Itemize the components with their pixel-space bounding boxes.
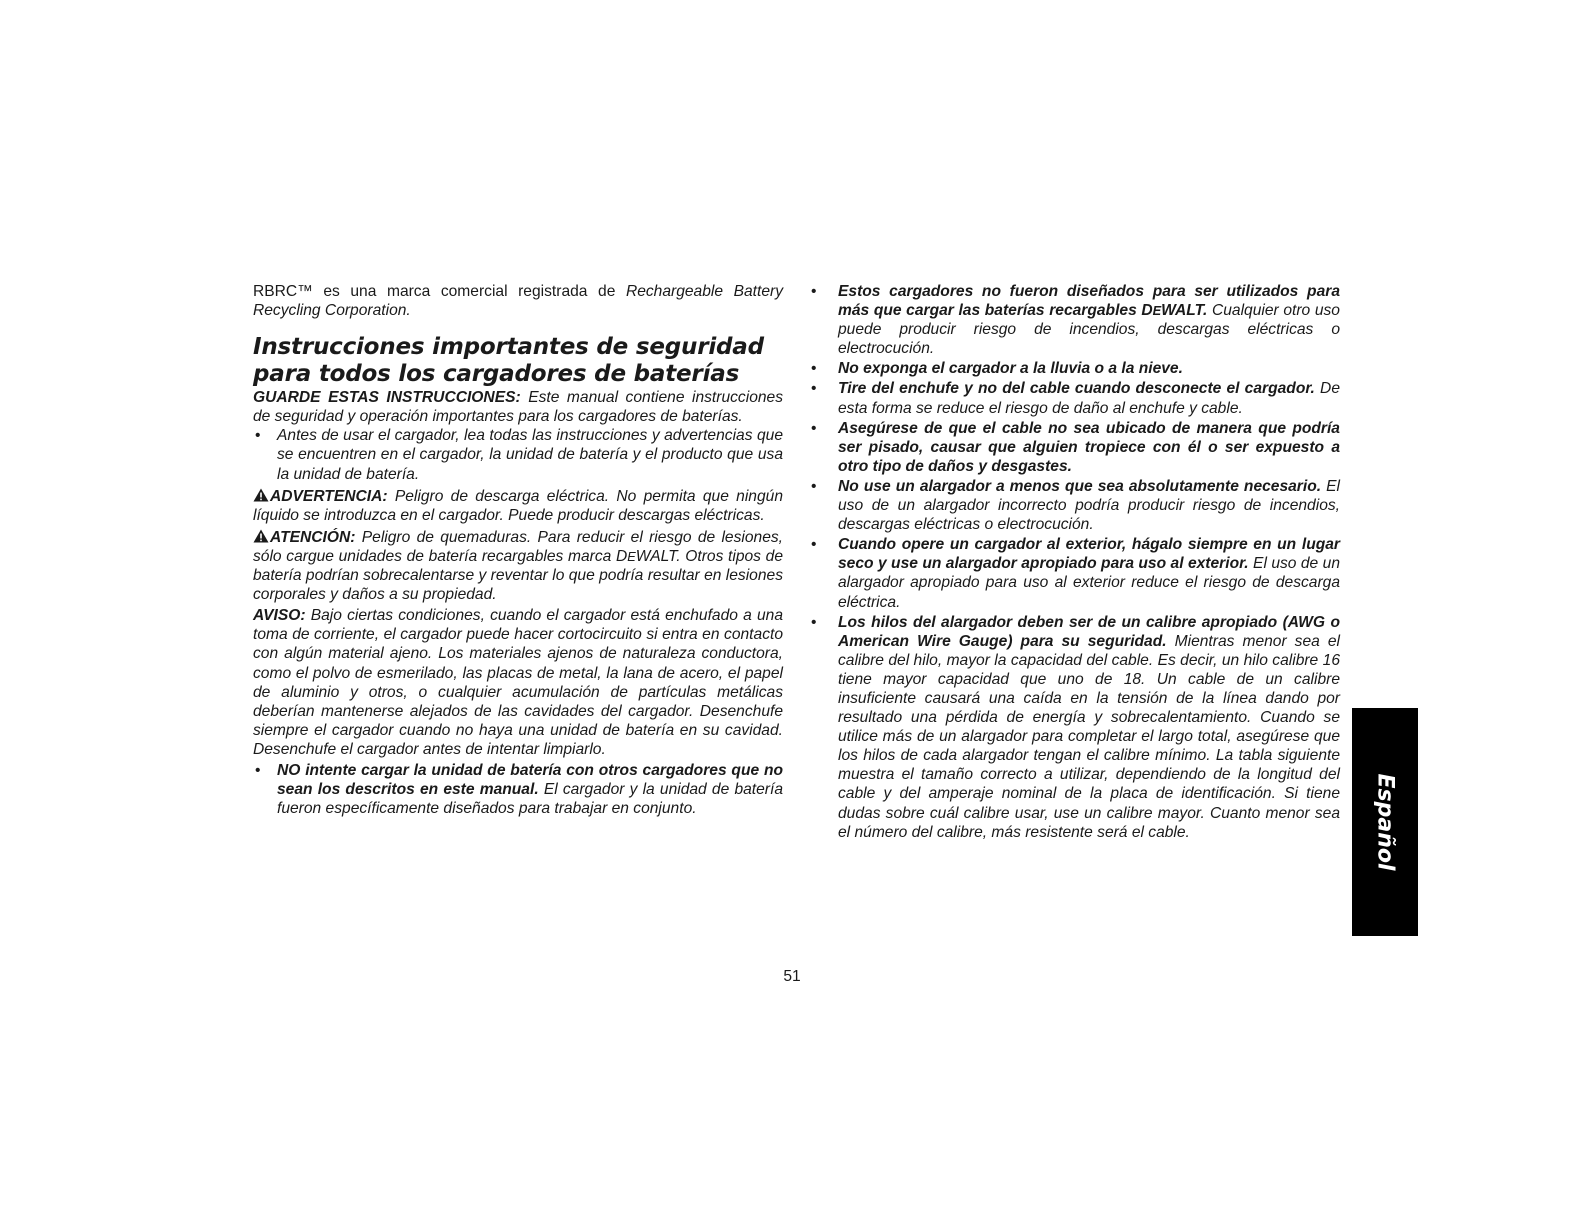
- bullet-antes: [253, 426, 783, 483]
- atencion-text-b: WALT. Otros tipos de batería podrían sobrecalentarse y reventar lo que podría resultar en lesiones corporales y daños a su propiedad.: [253, 547, 784, 604]
- bullet-dot: •: [811, 283, 817, 300]
- bullet-dot: •: [811, 613, 817, 631]
- bullet-bold-text: No use un alargador a menos que sea absolutamente necesario.: [838, 477, 1322, 495]
- guarde-label: GUARDE ESTAS INSTRUCCIONES:: [253, 389, 521, 407]
- rbrc-text: RBRC™ es una marca comercial registrada de: [253, 283, 626, 300]
- bullet-no-exponga: [808, 359, 1340, 378]
- bullet-bold-text: Asegúrese de que el cable no sea ubicado de manera que podría ser pisado, causar que alguien tropiece con él o ser expuesto a otro tipo de daños y desgastes.: [838, 419, 1340, 475]
- bullet-smallcap: E: [1152, 303, 1162, 319]
- warning-triangle-icon: [253, 529, 269, 543]
- bullet-cuando-opere: [808, 535, 1340, 611]
- advertencia-label: ADVERTENCIA:: [270, 487, 388, 505]
- bullet-asegurese-cable: [808, 419, 1340, 476]
- bullet-los-hilos: [808, 613, 1340, 842]
- aviso-text: Bajo ciertas condiciones, cuando el cargador está enchufado a una toma de corriente, el cargador puede hacer cortocircuito si entra en contacto con algún material ajeno. Los materiales ajenos de naturaleza conductora, como el polvo de esmerilado, las placas de metal, la lana de acero, el papel de aluminio y otros, o cualquier acumulación de partículas metálicas deberían mantenerse alejados de las cavidades del cargador. Desenchufe siempre el cargador cuando no haya una unidad de batería en su cavidad. Desenchufe el cargador antes de intentar limpiarlo.: [253, 607, 783, 758]
- bullet-bold-text: Tire del enchufe y no del cable cuando desconecte el cargador.: [838, 380, 1315, 398]
- advertencia-paragraph: [253, 487, 783, 525]
- rbrc-company: Rechargeable Battery Recycling Corporation.: [253, 283, 783, 320]
- guarde-text: Este manual contiene instrucciones de seguridad y operación importantes para los cargadores de baterías.: [253, 389, 784, 426]
- bullet-text: De esta forma se reduce el riesgo de daño al enchufe y cable.: [838, 380, 1340, 417]
- atencion-paragraph: [253, 528, 783, 604]
- bullet-no-intente: [253, 761, 783, 818]
- bullet-text: Antes de usar el cargador, lea todas las instrucciones y advertencias que se encuentren en el cargador, la unidad de batería y el producto que usa la unidad de batería.: [277, 427, 783, 483]
- bullet-bold-text: Los hilos del alargador deben ser de un calibre apropiado (AWG o American Wire Gauge) para su seguridad.: [838, 613, 1340, 650]
- aviso-label: AVISO:: [253, 607, 306, 625]
- atencion-smallcap: E: [627, 548, 636, 564]
- language-tab-label: Español: [1372, 773, 1398, 871]
- guarde-paragraph: [253, 388, 783, 426]
- bullet-no-use-alargador: [808, 477, 1340, 534]
- bullet-bold-text: Estos cargadores no fueron diseñados para ser utilizados para más que cargar las baterías recargables D: [838, 283, 1340, 320]
- bullet-bold-text: NO intente cargar la unidad de batería con otros cargadores que no sean los descritos en este manual.: [277, 761, 783, 799]
- page-number: 51: [783, 968, 801, 985]
- bullet-text: El uso de un alargador incorrecto podría producir riesgo de incendios, descargas eléctricas o electrocución.: [838, 477, 1340, 534]
- section-heading: Instrucciones importantes de seguridad para todos los cargadores de baterías: [253, 334, 764, 388]
- language-tab: [1352, 708, 1418, 936]
- bullet-tire-del-enchufe: [808, 379, 1340, 417]
- right-column: [808, 282, 1340, 842]
- advertencia-text: Peligro de descarga eléctrica. No permita que ningún líquido se introduzca en el cargador. Puede producir descargas eléctricas.: [253, 487, 783, 524]
- bullet-text: Cualquier otro uso puede producir riesgo de incendios, descargas eléctricas o electrocución.: [838, 302, 1340, 358]
- atencion-text-a: Peligro de quemaduras. Para reducir el riesgo de lesiones, sólo cargue unidades de batería recargables marca D: [253, 528, 783, 565]
- atencion-label: ATENCIÓN:: [270, 528, 356, 546]
- bullet-bold-text: No exponga el cargador a la lluvia o a la nieve.: [838, 360, 1183, 378]
- left-column: [253, 282, 783, 818]
- warning-triangle-icon: [253, 488, 269, 502]
- bullet-text: El cargador y la unidad de batería fueron específicamente diseñados para trabajar en conjunto.: [277, 781, 783, 818]
- rbrc-trademark-note: [253, 282, 783, 320]
- bullet-dot: •: [811, 477, 817, 495]
- aviso-paragraph: [253, 606, 783, 759]
- bullet-dot: •: [811, 360, 817, 378]
- bullet-bold-text-2: WALT.: [1161, 302, 1208, 320]
- bullet-text: El uso de un alargador apropiado para uso al exterior reduce el riesgo de descarga eléctrica.: [838, 555, 1340, 611]
- bullet-dot: •: [811, 536, 817, 554]
- bullet-estos-cargadores: [808, 282, 1340, 358]
- bullet-text: Mientras menor sea el calibre del hilo, mayor la capacidad del cable. Es decir, un hilo calibre 16 tiene mayor capacidad que uno de 18. Un cable de un calibre insuficiente causará una caída en la tensión de la línea dando por resultado una pérdida de energía y sobrecalentamiento. Cuando se utilice más de un alargador para completar el largo total, asegúrese que los hilos de cada alargador tengan el calibre mínimo. La tabla siguiente muestra el tamaño correcto a utilizar, dependiendo de la longitud del cable y del amperaje nominal de la placa de identificación. Si tiene dudas sobre cuál calibre usar, use un calibre mayor. Cuanto menor sea el número del calibre, más resistente será el cable.: [838, 632, 1340, 841]
- bullet-dot: •: [811, 380, 817, 398]
- bullet-bold-text: Cuando opere un cargador al exterior, hágalo siempre en un lugar seco y use un alargador apropiado para uso al exterior.: [838, 536, 1340, 573]
- bullet-dot: •: [811, 419, 817, 437]
- bullet-dot: •: [255, 761, 261, 779]
- bullet-dot: •: [255, 427, 261, 445]
